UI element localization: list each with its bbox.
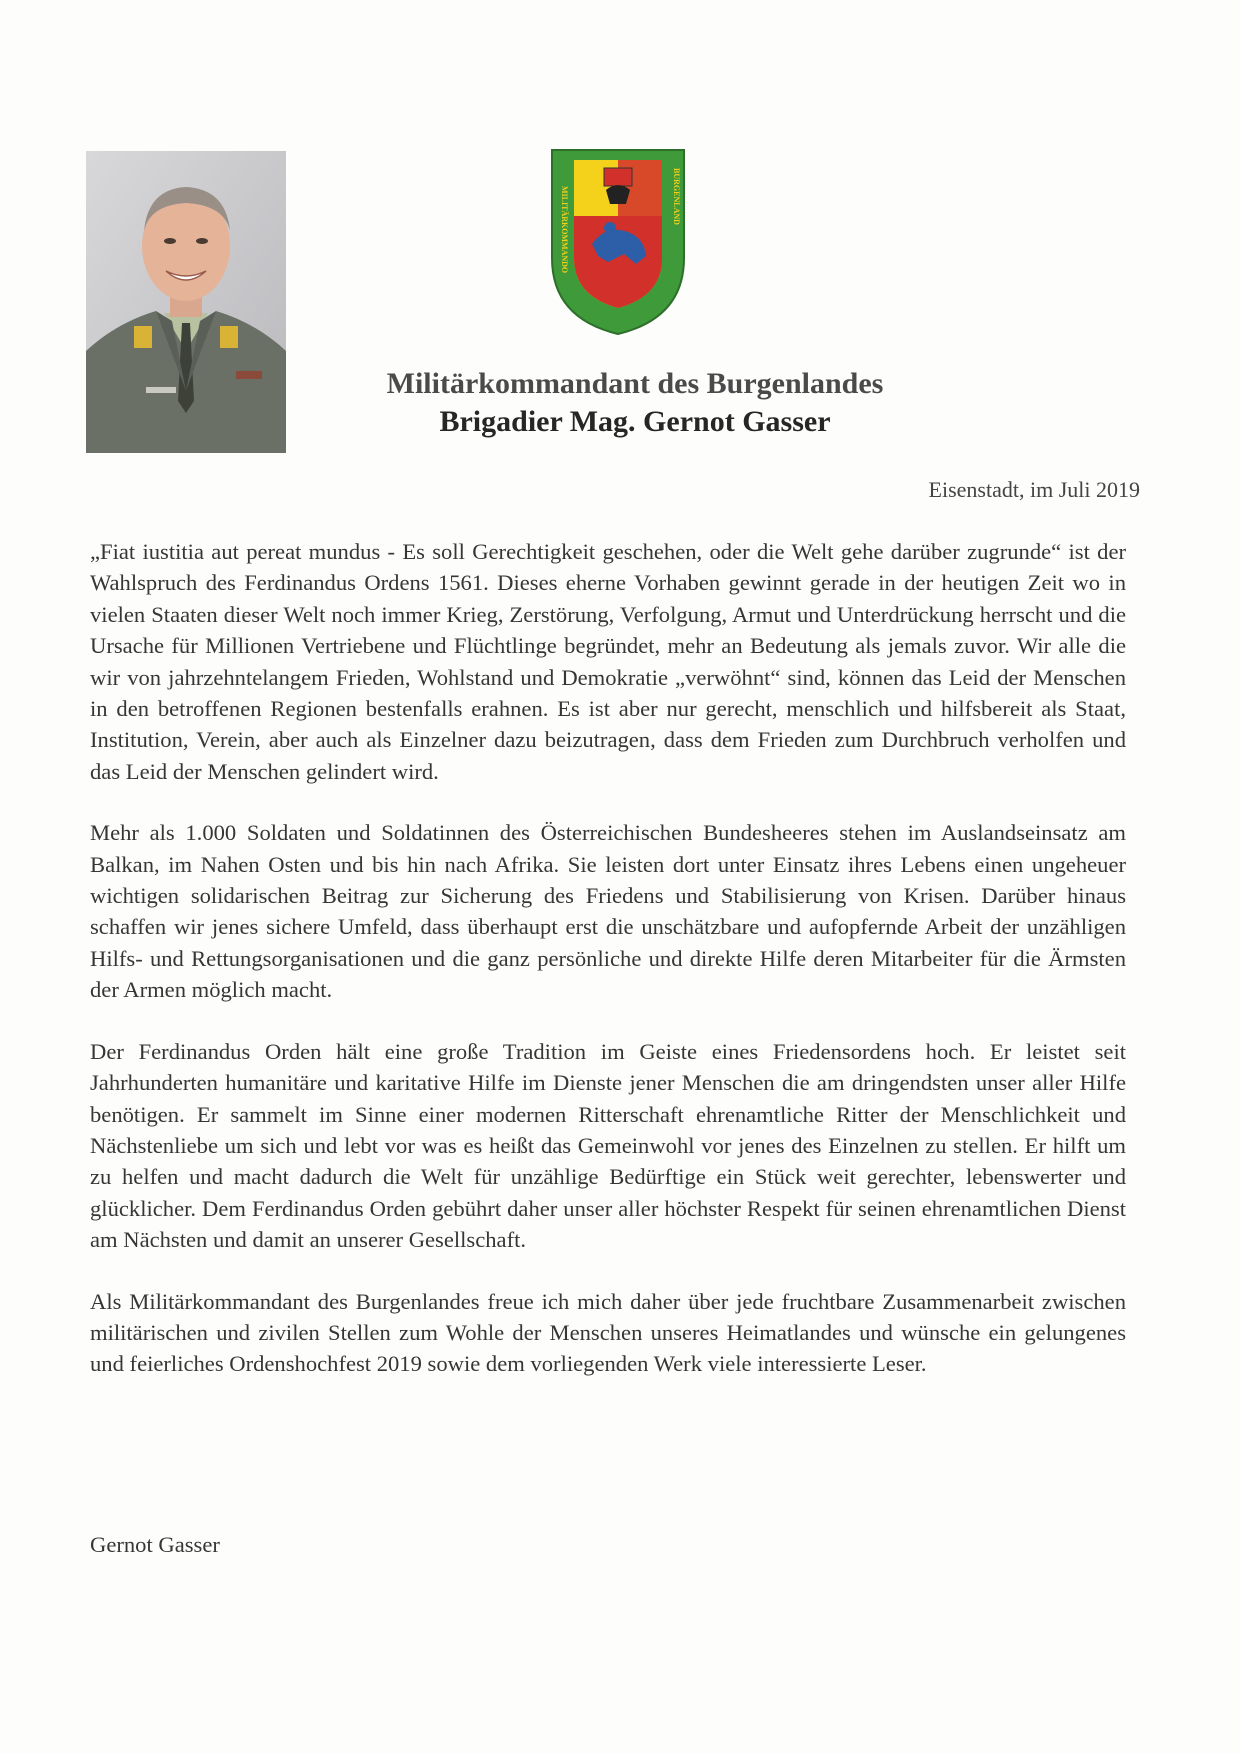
crest-text-right: BURGENLAND <box>672 168 681 225</box>
paragraph-2: Mehr als 1.000 Soldaten und Soldatinnen des Österreichischen Bundesheeres stehen im Auslandseinsatz am Balkan, im Nahen Osten und bis hin nach Afrika. Sie leisten dort unter Einsatz ihres Lebens einen ungeheuer wichtigen solidarischen Beitrag zur Sicherung des Friedens und Stabilisierung von Krisen. Darüber hinaus schaffen wir jenes sichere Umfeld, dass überhaupt erst die unschätzbare und aufopfernde Arbeit der unzähligen Hilfs- und Rettungsorganisationen und die ganz persönliche und direkte Hilfe deren Mitarbeiter für die Ärmsten der Armen möglich macht. <box>90 820 1126 1003</box>
letter-body <box>90 536 1126 1410</box>
paragraph-4: Als Militärkommandant des Burgenlandes freue ich mich daher über jede fruchtbare Zusammenarbeit zwischen militärischen und zivilen Stellen zum Wohle der Menschen unseres Heimatlandes und wünsche ein gelungenes und feierliches Ordenshochfest 2019 sowie dem vorliegenden Werk viele interessierte Leser. <box>90 1288 1126 1377</box>
crest-text-left: MILITÄRKOMMANDO <box>560 186 569 274</box>
paragraph-1: „Fiat iustitia aut pereat mundus - Es soll Gerechtigkeit geschehen, oder die Welt gehe darüber zugrunde“ ist der Wahlspruch des Ferdinandus Ordens 1561. Dieses eherne Vorhaben gewinnt gerade in der heutigen Zeit wo in vielen Staaten dieser Welt noch immer Krieg, Zerstörung, Verfolgung, Armut und Unterdrückung herrscht und die Ursache für Millionen Vertriebene und Flüchtlinge begründet, mehr an Bedeutung als jemals zuvor. Wir alle die wir von jahrzehntelangem Frieden, Wohlstand und Demokratie „verwöhnt“ sind, können das Leid der Menschen in den betroffenen Regionen bestenfalls erahnen. Es ist aber nur gerecht, menschlich und hilfsbereit als Staat, Institution, Verein, aber auch als Einzelner dazu beizutragen, dass dem Frieden zum Durchbruch verholfen und das Leid der Menschen gelindert wird. <box>90 539 1126 784</box>
letter-header <box>330 366 940 442</box>
signature-name: Gernot Gasser <box>90 1532 220 1557</box>
title-role: Militärkommandant des Burgenlandes <box>386 367 884 400</box>
letter-date: Eisenstadt, im Juli 2019 <box>928 477 1140 502</box>
title-name: Brigadier Mag. Gernot Gasser <box>439 405 831 438</box>
military-command-crest-logo <box>548 146 688 338</box>
paragraph-3: Der Ferdinandus Orden hält eine große Tradition im Geiste eines Friedensordens hoch. Er leistet seit Jahrhunderten humanitäre und karitative Hilfe im Dienste jener Menschen die am dringendsten unser aller Hilfe benötigen. Er sammelt im Sinne einer modernen Ritterschaft ehrenamtliche Ritter der Menschlichkeit und Nächstenliebe um sich und lebt vor was es heißt das Gemeinwohl vor jenes des Einzelnen zu stellen. Er hilft um zu helfen und macht dadurch die Welt für unzählige Bedürftige ein Stück weit gerechter, lebenswerter und glücklicher. Dem Ferdinandus Orden gebührt daher unser aller höchster Respekt für seinen ehrenamtlichen Dienst am Nächsten und damit an unserer Gesellschaft. <box>90 1038 1126 1253</box>
portrait-photo <box>86 151 286 453</box>
